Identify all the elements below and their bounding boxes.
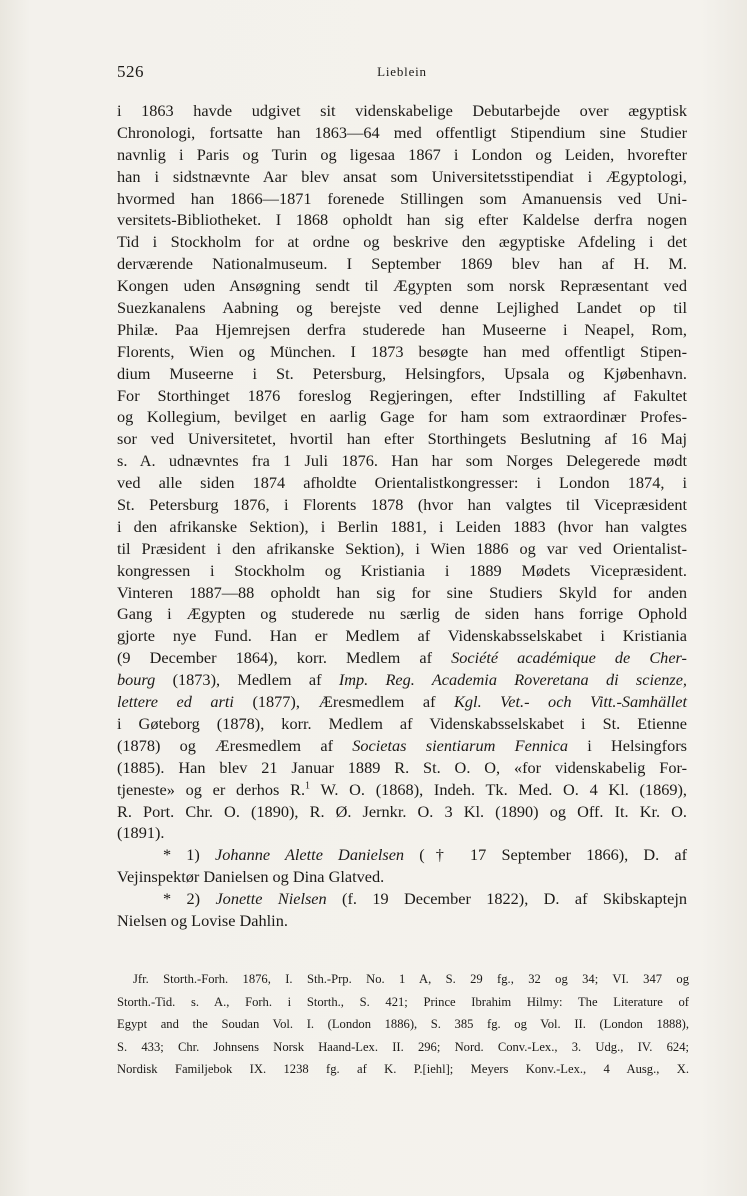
text-line: [117, 647, 687, 669]
spouse-name: Jonette Nielsen: [215, 889, 327, 909]
text-run: (9 December 1864), korr. Medlem af: [117, 648, 452, 668]
society-name: Imp. Reg. Academia Roveretana di scienze,: [338, 670, 687, 690]
text-line: i den afrikanske Sektion), i Berlin 1881, i Leiden 1883 (hvor han valgtes: [117, 516, 687, 536]
text-line: Vejinspektør Danielsen og Dina Glatved.: [117, 867, 385, 887]
sources-section: [117, 968, 689, 1081]
text-line: (1891).: [117, 823, 165, 843]
text-line: St. Petersburg 1876, i Florents 1878 (hvor han valgtes til Vicepræsident: [117, 495, 687, 515]
society-name: lettere ed arti: [117, 692, 234, 712]
page-header: [117, 62, 687, 82]
text-line: kongressen i Stockholm og Kristiania i 1889 Mødets Vicepræsident.: [117, 560, 687, 580]
text-line: versitets-Bibliotheket. I 1868 opholdt han sig efter Kaldelse derfra nogen: [117, 210, 687, 230]
text-run: W. O. (1868), Indeh. Tk. Med. O. 4 Kl. (1869),: [310, 779, 687, 799]
superscript: 1: [305, 780, 311, 792]
text-line: Tid i Stockholm for at ordne og beskrive den ægyptiske Afdeling i det: [117, 232, 687, 252]
running-title: Lieblein: [377, 64, 427, 79]
text-line: han i sidstnævnte Aar blev ansat som Universitetsstipendiat i Ægyptologi,: [117, 166, 687, 186]
text-line: s. A. udnævntes fra 1 Juli 1876. Han har som Norges Delegerede mødt: [117, 451, 687, 471]
text-line: dium Museerne i St. Petersburg, Helsingfors, Upsala og Kjøbenhavn.: [117, 363, 687, 383]
text-line: [117, 691, 687, 713]
text-line: For Storthinget 1876 foreslog Regjeringen, efter Indstilling af Fakultet: [117, 385, 687, 405]
source-line: S. 433; Chr. Johnsens Norsk Haand-Lex. II. 296; Nord. Conv.-Lex., 3. Udg., IV. 624;: [117, 1039, 689, 1054]
text-line: [117, 844, 687, 866]
text-line: [117, 888, 687, 910]
source-line: Jfr. Storth.-Forh. 1876, I. Sth.-Prp. No. 1 A, S. 29 fg., 32 og 34; VI. 347 og: [133, 972, 689, 986]
text-line: [117, 735, 687, 757]
society-name: Societas sientiarum Fennica: [352, 735, 568, 755]
text-run: * 1): [163, 845, 215, 865]
text-line: derværende Nationalmuseum. I September 1869 blev han af H. M.: [117, 254, 687, 274]
text-line: gjorte nye Fund. Han er Medlem af Videnskabsselskabet i Kristiania: [117, 626, 687, 646]
page-number: 526: [117, 62, 144, 81]
text-run: (1877), Æresmedlem af: [233, 692, 455, 712]
text-line: Nielsen og Lovise Dahlin.: [117, 910, 288, 930]
text-run: (f. 19 December 1822), D. af Skibskaptejn: [326, 889, 687, 909]
text-line: Vinteren 1887—88 opholdt han sig for sine Studiers Skyld for anden: [117, 582, 687, 602]
biography-text: [117, 100, 687, 932]
text-line: Philæ. Paa Hjemrejsen derfra studerede han Museerne i Neapel, Rom,: [117, 319, 687, 339]
spouse-name: Johanne Alette Danielsen: [214, 845, 405, 865]
text-run: tjeneste» og er derhos R.: [117, 779, 306, 799]
text-line: [117, 669, 687, 691]
text-run: (1873), Medlem af: [155, 670, 339, 690]
text-line: Kongen uden Ansøgning sendt til Ægypten som norsk Repræsentant ved: [117, 276, 687, 296]
text-line: til Præsident i den afrikanske Sektion), i Wien 1886 og var ved Orientalist-: [117, 538, 687, 558]
text-line: ved alle siden 1874 afholdte Orientalistkongresser: i London 1874, i: [117, 473, 687, 493]
text-line: Florents, Wien og München. I 1873 besøgte han med offentligt Stipen-: [117, 341, 687, 361]
source-line: Egypt and the Soudan Vol. I. (London 1886), S. 385 fg. og Vol. II. (London 1888),: [117, 1017, 689, 1031]
text-line: navnlig i Paris og Turin og ligesaa 1867 i London og Leiden, hvorefter: [117, 144, 687, 164]
text-line: i Gøteborg (1878), korr. Medlem af Videnskabsselskabet i St. Etienne: [117, 713, 687, 733]
society-name: bourg: [117, 670, 156, 690]
text-line: [117, 779, 687, 801]
text-run: († 17 September 1866), D. af: [404, 845, 687, 865]
text-run: * 2): [163, 889, 216, 909]
text-line: og Kollegium, bevilget en aarlig Gage for ham som extraordinær Profes-: [117, 407, 687, 427]
text-line: Gang i Ægypten og studerede nu særlig de siden hans forrige Ophold: [117, 604, 687, 624]
text-line: Chronologi, fortsatte han 1863—64 med offentligt Stipendium sine Studier: [117, 122, 687, 142]
society-name: Kgl. Vet.- och Vitt.-Samhället: [454, 692, 688, 712]
text-line: i 1863 havde udgivet sit videnskabelige Debutarbejde over ægyptisk: [117, 101, 687, 120]
text-line: (1885). Han blev 21 Januar 1889 R. St. O. O, «for videnskabelig For-: [117, 757, 687, 777]
text-run: i Helsingfors: [568, 735, 687, 755]
text-line: sor ved Universitetet, hvortil han efter Storthingets Beslutning af 16 Maj: [117, 429, 687, 449]
text-run: (1878) og Æresmedlem af: [117, 735, 353, 755]
source-line: Nordisk Familjebok IX. 1238 fg. af K. P.[iehl]; Meyers Konv.-Lex., 4 Ausg., X.: [117, 1062, 689, 1076]
text-line: Suezkanalens Aabning og berejste ved denne Lejlighed Landet op til: [117, 298, 687, 318]
source-line: Storth.-Tid. s. A., Forh. i Storth., S. 421; Prince Ibrahim Hilmy: The Literature of: [117, 994, 689, 1009]
text-line: hvormed han 1866—1871 forenede Stillingen som Amanuensis ved Uni-: [117, 188, 687, 208]
society-name: Société académique de Cher-: [451, 648, 687, 668]
text-line: R. Port. Chr. O. (1890), R. Ø. Jernkr. O. 3 Kl. (1890) og Off. It. Kr. O.: [117, 801, 687, 821]
